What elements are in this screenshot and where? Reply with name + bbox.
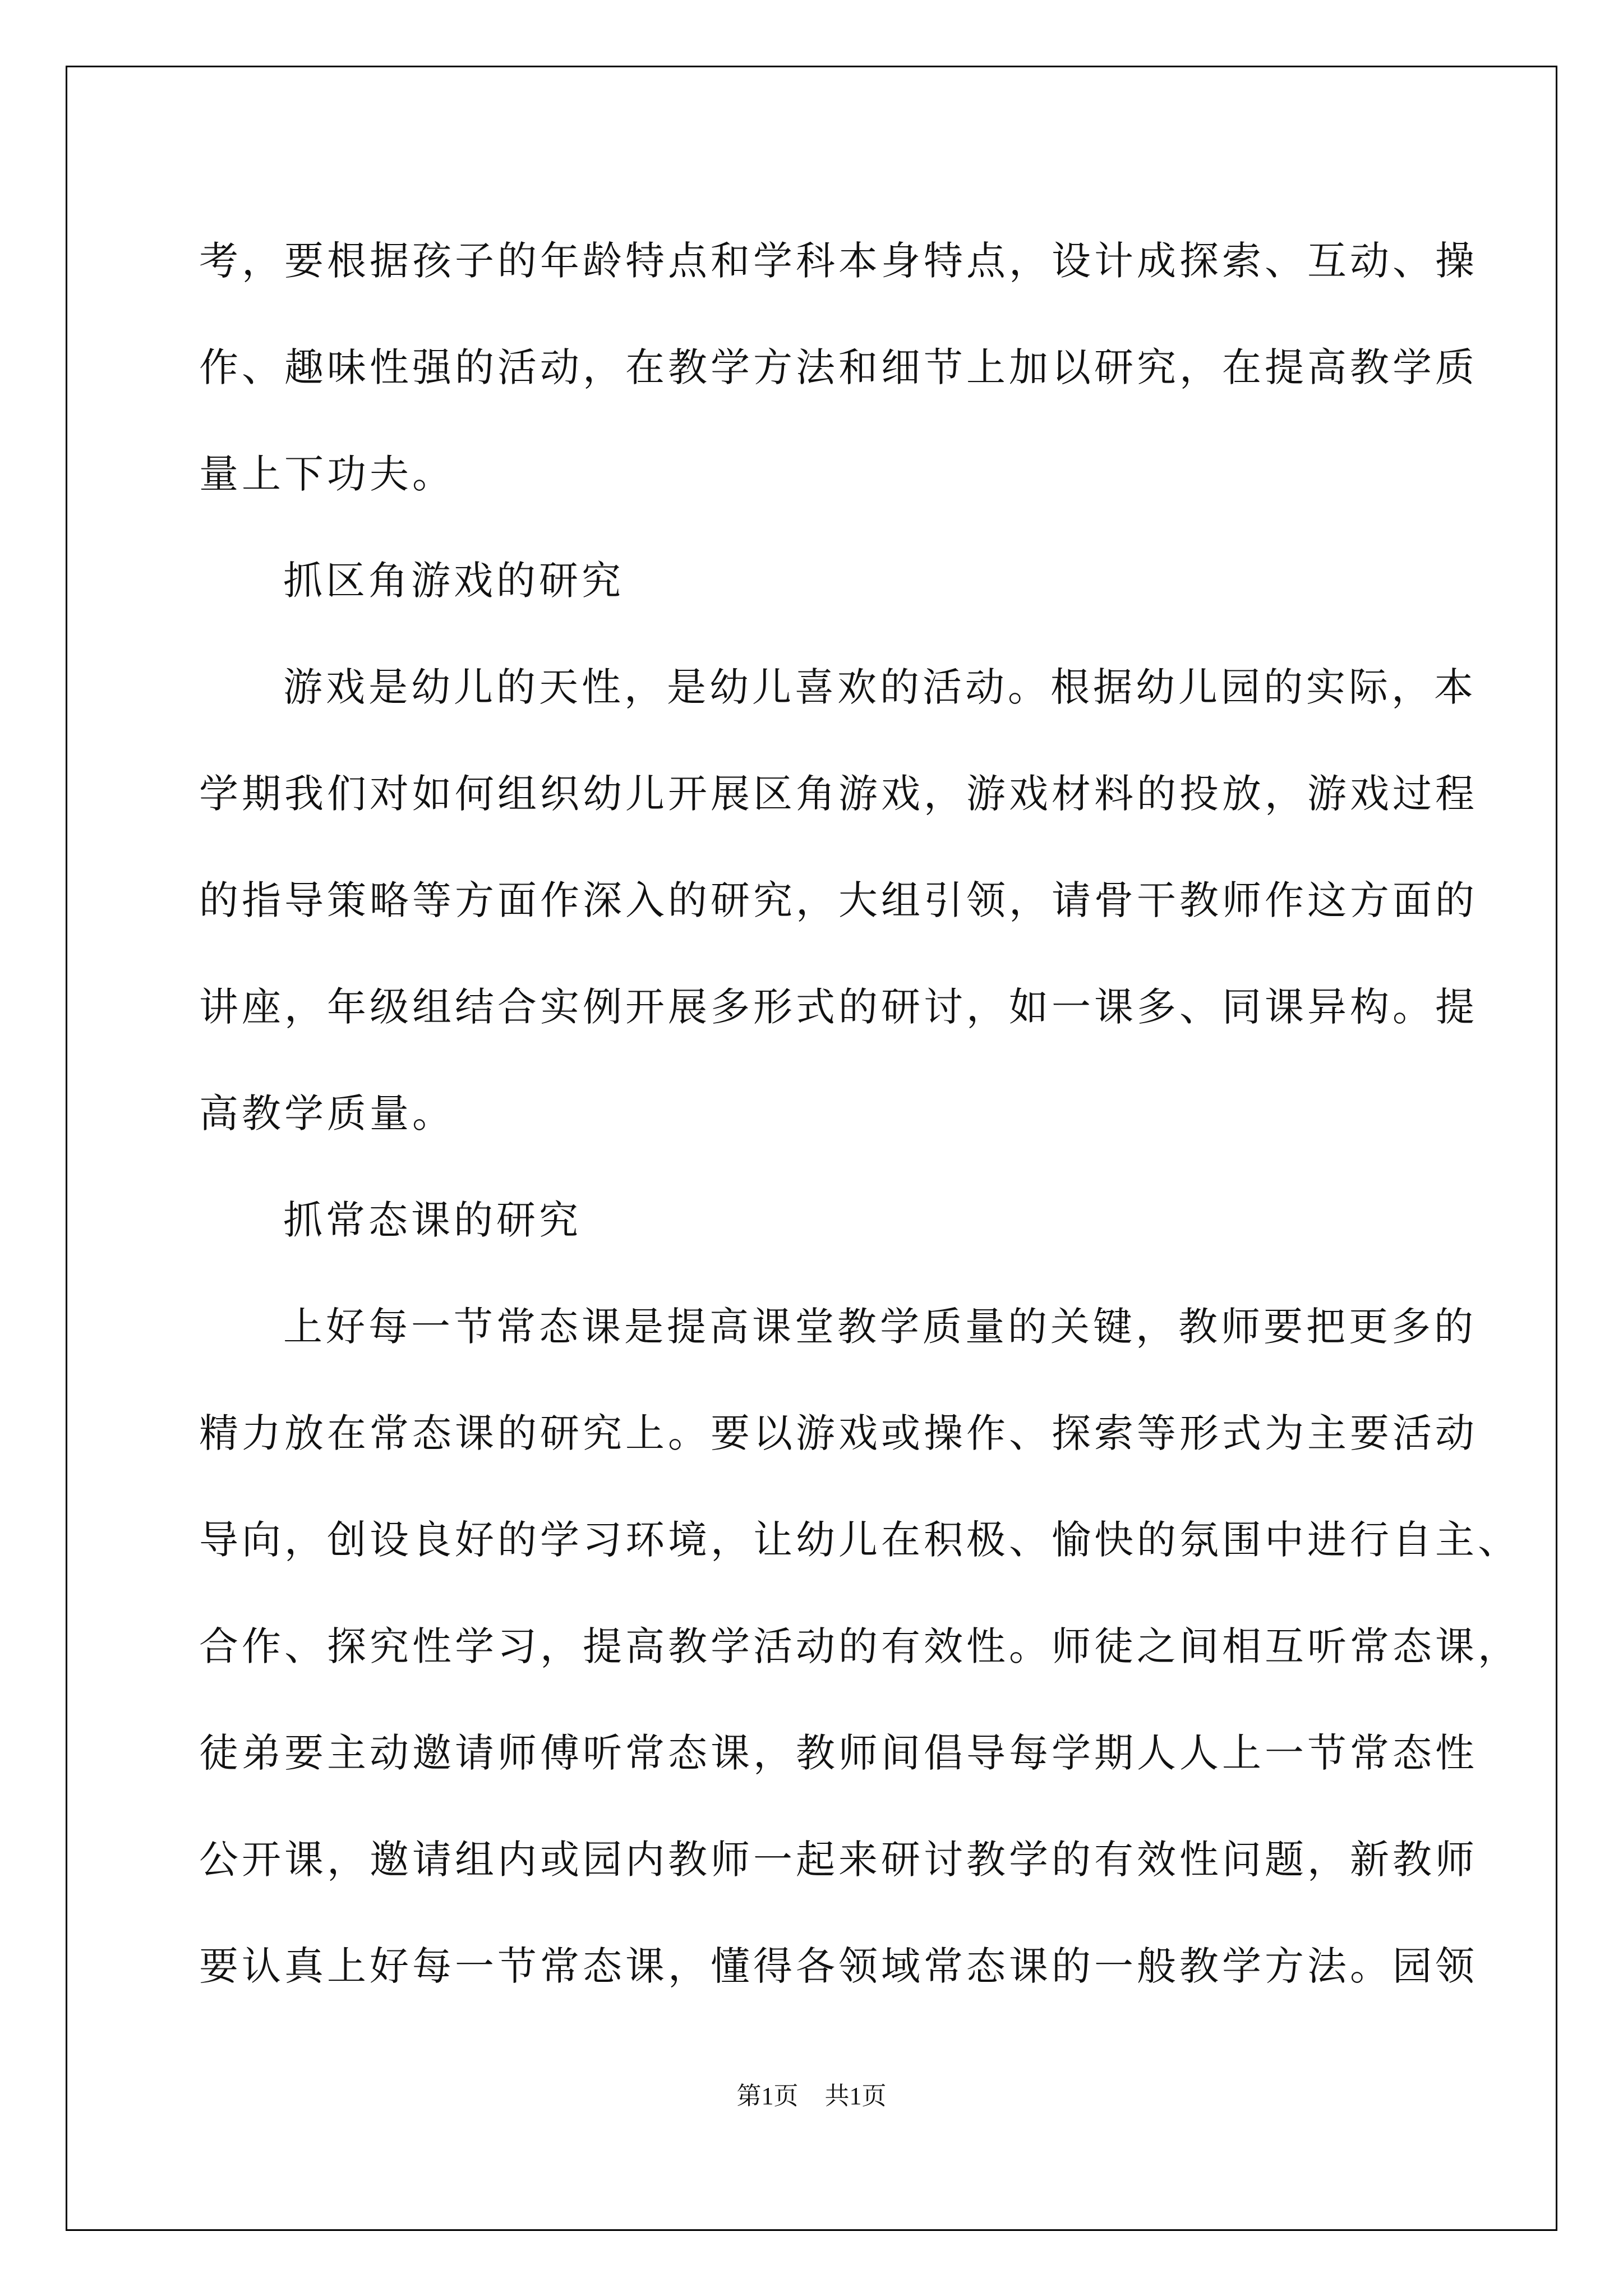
- text-line-2: 作、趣味性强的活动，在教学方法和细节上加以研究，在提高教学质: [199, 344, 1478, 390]
- text-line-1: 考，要根据孩子的年龄特点和学科本身特点，设计成探索、互动、操: [199, 238, 1478, 284]
- text-line-13: 导向，创设良好的学习环境，让幼儿在积极、愉快的氛围中进行自主、: [199, 1517, 1520, 1563]
- text-line-9: 高教学质量。: [199, 1091, 455, 1137]
- text-line-17: 要认真上好每一节常态课，懂得各领域常态课的一般教学方法。园领: [199, 1943, 1478, 1989]
- text-line-12: 精力放在常态课的研究上。要以游戏或操作、探索等形式为主要活动: [199, 1410, 1478, 1456]
- text-line-6: 学期我们对如何组织幼儿开展区角游戏，游戏材料的投放，游戏过程: [199, 771, 1478, 817]
- page-total: 共1页: [824, 2082, 887, 2110]
- section-heading-area-games: 抓区角游戏的研究: [283, 558, 624, 604]
- text-line-15: 徒弟要主动邀请师傅听常态课，教师间倡导每学期人人上一节常态性: [199, 1730, 1478, 1776]
- text-line-5: 游戏是幼儿的天性，是幼儿喜欢的活动。根据幼儿园的实际，本: [283, 664, 1477, 710]
- text-line-16: 公开课，邀请组内或园内教师一起来研讨教学的有效性问题，新教师: [199, 1837, 1478, 1883]
- text-line-3: 量上下功夫。: [199, 451, 455, 497]
- text-line-14: 合作、探究性学习，提高教学活动的有效性。师徒之间相互听常态课，: [199, 1623, 1520, 1669]
- text-line-8: 讲座，年级组结合实例开展多形式的研讨，如一课多、同课异构。提: [199, 984, 1478, 1030]
- page-number: 第1页: [736, 2082, 799, 2110]
- page-footer: [0, 2076, 1623, 2111]
- section-heading-regular-class: 抓常态课的研究: [283, 1197, 582, 1243]
- text-line-11: 上好每一节常态课是提高课堂教学质量的关键，教师要把更多的: [283, 1304, 1477, 1350]
- text-line-7: 的指导策略等方面作深入的研究，大组引领，请骨干教师作这方面的: [199, 877, 1478, 923]
- document-body: [199, 208, 1520, 2019]
